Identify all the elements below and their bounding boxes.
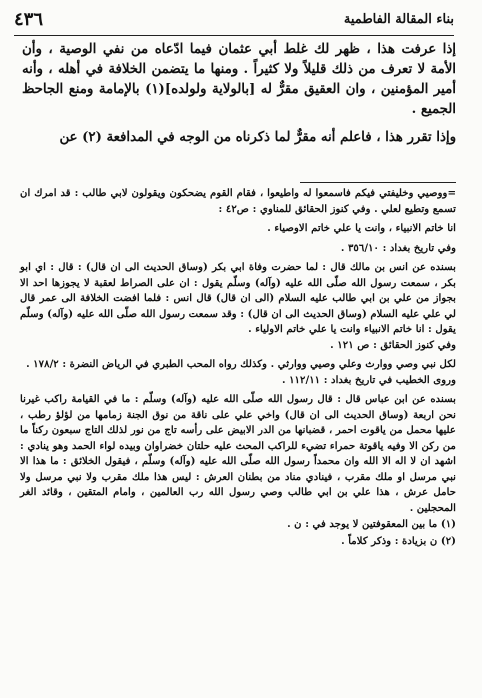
footnote-1: (١) ما بين المعقوفتين لا يوجد في : ن . [287, 518, 456, 530]
main-paragraph-2: وإذا تقرر هذا ، فاعلم أنه مقرٌّ لما ذكرناه من الوجه في المدافعة (٢) عن [59, 130, 456, 145]
footnote-citation: وروى الخطيب في تاريخ بغداد : ١١٢/١١ . [281, 373, 456, 386]
footnote-continuation: =ووصيي وخليفتي فيكم فاسمعوا له واطيعوا ، فقام القوم يضحكون ويقولون لابي طالب : قد امرك ان تسمع وتطيع لعلي . وفي كنوز الحقائق للمناوي : ص٤٢ : [20, 187, 456, 215]
footnote-narration: بسنده عن ابن عباس قال : قال رسول الله صلّى الله عليه (وآله) وسلّم : ما في القيامة راكب غيرنا نحن اربعة (وساق الحديث الى ان قال) واخي علي على ناقة من نوق الجنة زمامها من لؤلؤ رطب ، عليها محمل من ياقوت احمر ، قضبانها من الدر الابيض على رأسه تاج من نور لذلك التاج سبعون ركناً ما من ركن الا وفيه ياقوتة حمراء تضيء للراكب المحث عليه حلتان خضراوان وبيده لواء الحمد وهو ينادي : اشهد ان لا اله الا الله وان محمداً رسول الله صلّى الله عليه (وآله) وسلّم ، فيقول الخلائق : ما هذا الا نبي مرسل او ملك مقرب ، فينادي مناد من بطنان العرش : ليس هذا ملك مقرب ولا نبي مرسل ولا حامل عرش ، هذا علي بن ابي طالب وصي رسول الله رب العالمين ، وامام المتقين ، وقائد الغر المحجلين . [20, 393, 456, 514]
header-rule [14, 35, 454, 36]
footnote-narration: لكل نبي وصي ووارث وعلي وصيي ووارثي . وكذلك رواه المحب الطبري في الرياض النضرة : ١٧٨/٢ . [26, 358, 456, 370]
footnotes-section [20, 186, 456, 549]
page-number: ٤٣٦ [14, 8, 44, 30]
footnote-citation: وفي كنوز الحقائق : ص ١٢١ . [330, 338, 456, 351]
footnote-citation: وفي تاريخ بغداد : ٣٥٦/١٠ . [340, 241, 456, 254]
page-header [14, 6, 454, 32]
footnote-2: (٢) ن بزيادة : وذكر كلاماً . [341, 534, 456, 547]
main-paragraph-1: إذا عرفت هذا ، ظهر لك غلط أبي عثمان فيما ادّعاه من نفي الوصية ، وأن الأمة لا تعرف من ذلك قليلاً ولا كثيراً . ومنها ما يتضمن الخلافة في أهله ، وأنه أمير المؤمنين ، وان العقيق مقرٌّ له [بالولاية ولولده](١) بالإمامة ومنع الجاحظ الجميع . [22, 42, 456, 117]
running-title: بناء المقالة الفاطمية [343, 11, 454, 27]
footnote-rule [300, 182, 456, 183]
main-text [22, 40, 456, 148]
footnote-quote: انا خاتم الانبياء ، وانت يا علي خاتم الاوصياء . [267, 222, 456, 234]
footnote-narration: بسنده عن انس بن مالك قال : لما حضرت وفاة ابي بكر (وساق الحديث الى ان قال) : قال : اي ابو بكر ، سمعت رسول الله صلّى الله عليه (وآله) وسلّم يقول : ان على الصراط لعقبة لا يجوزها احد الا بجواز من علي بن ابي طالب عليه السلام (الى ان قال) قال انس : فلما افضت الخلافة الى عمر قال لي علي عليه السلام (وساق الحديث الى ان قال) : وقد سمعت رسول الله صلّى الله عليه (وآله) وسلّم يقول : انا خاتم الانبياء وانت يا علي خاتم الاولياء . [20, 261, 456, 335]
